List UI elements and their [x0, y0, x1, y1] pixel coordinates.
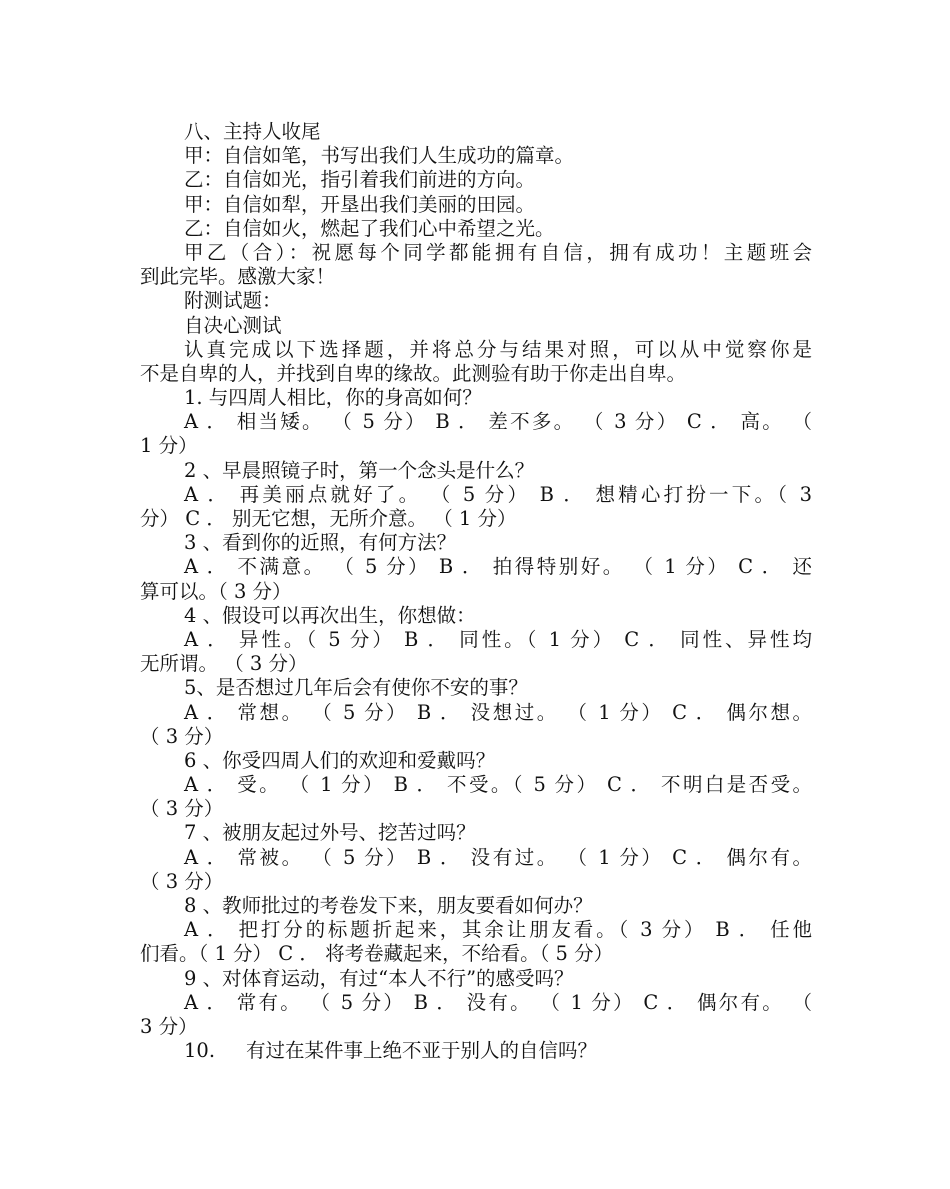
text-line: 们看。（ 1 分） C ． 将考卷藏起来，不给看。（ 5 分）: [140, 942, 614, 966]
text-line: 8 、教师批过的考卷发下来，朋友要看如何办？: [184, 894, 593, 917]
text-line: 不是自卑的人，并找到自卑的缘故。此测验有助于你走出自卑。: [140, 361, 687, 385]
text-line: 分） C ． 别无它想，无所介意。 （ 1 分）: [140, 507, 517, 530]
text-line: 5、是否想过几年后会有使你不安的事？: [184, 676, 528, 700]
text-line: A ． 把打分的标题折起来，其余让朋友看。（ 3 分） B ． 任他: [184, 918, 812, 942]
text-line: 3 分）: [140, 1014, 198, 1038]
text-line: 甲乙（合）：祝愿每个同学都能拥有自信，拥有成功！主题班会: [184, 240, 812, 264]
text-line: 1. 与四周人相比，你的身高如何？: [184, 386, 482, 410]
text-line: A ． 常想。 （ 5 分） B ． 没想过。 （ 1 分） C ． 偶尔想。: [184, 700, 812, 724]
text-line: A ． 受。 （ 1 分） B ． 不受。（ 5 分） C ． 不明白是否受。: [184, 773, 812, 797]
text-line: 算可以。（ 3 分）: [140, 579, 292, 603]
text-line: 2 、早晨照镜子时，第一个念头是什么？: [184, 458, 535, 482]
text-line: 7 、被朋友起过外号、挖苦过吗？: [184, 821, 476, 845]
text-line: 6 、你受四周人们的欢迎和爱戴吗？: [184, 748, 496, 772]
text-line: 附测试题：: [184, 289, 282, 313]
text-line: 10. 有过在某件事上绝不亚于别人的自信吗？: [184, 1039, 598, 1063]
text-line: 9 、对体育运动，有过“本人不行”的感受吗？: [184, 966, 574, 990]
text-line: 认真完成以下选择题，并将总分与结果对照，可以从中觉察你是: [184, 337, 812, 361]
text-line: 3 、看到你的近照，有何方法？: [184, 531, 457, 555]
text-line: 到此完毕。感激大家！: [140, 265, 336, 289]
text-line: 八、主持人收尾: [184, 120, 321, 143]
text-line: 甲：自信如犁，开垦出我们美丽的田园。: [184, 192, 536, 216]
text-line: （ 3 分）: [140, 797, 224, 821]
document-body: [140, 120, 812, 1063]
text-line: 甲：自信如笔，书写出我们人生成功的篇章。: [184, 144, 575, 168]
text-line: （ 3 分）: [140, 724, 224, 748]
text-line: A ． 不满意。 （ 5 分） B ． 拍得特别好。 （ 1 分） C ． 还: [184, 555, 812, 579]
text-line: 自决心测试: [184, 313, 282, 337]
text-line: 乙：自信如火，燃起了我们心中希望之光。: [184, 216, 555, 240]
text-line: A ． 异性。（ 5 分） B ． 同性。（ 1 分） C ． 同性、异性均: [184, 627, 812, 651]
text-line: 1 分）: [140, 434, 198, 458]
text-line: A ． 常有。 （ 5 分） B ． 没有。 （ 1 分） C ． 偶尔有。 （: [184, 990, 812, 1014]
text-line: 4 、假设可以再次出生，你想做：: [184, 603, 476, 627]
text-line: A ． 常被。 （ 5 分） B ． 没有过。 （ 1 分） C ． 偶尔有。: [184, 845, 812, 869]
text-line: 无所谓。 （ 3 分）: [140, 652, 308, 676]
text-line: A ． 再美丽点就好了。 （ 5 分） B ． 想精心打扮一下。（ 3: [184, 482, 812, 506]
text-line: A ． 相当矮。 （ 5 分） B ． 差不多。 （ 3 分） C ． 高。 （: [184, 410, 812, 434]
text-line: 乙：自信如光，指引着我们前进的方向。: [184, 168, 536, 192]
text-line: （ 3 分）: [140, 869, 224, 893]
